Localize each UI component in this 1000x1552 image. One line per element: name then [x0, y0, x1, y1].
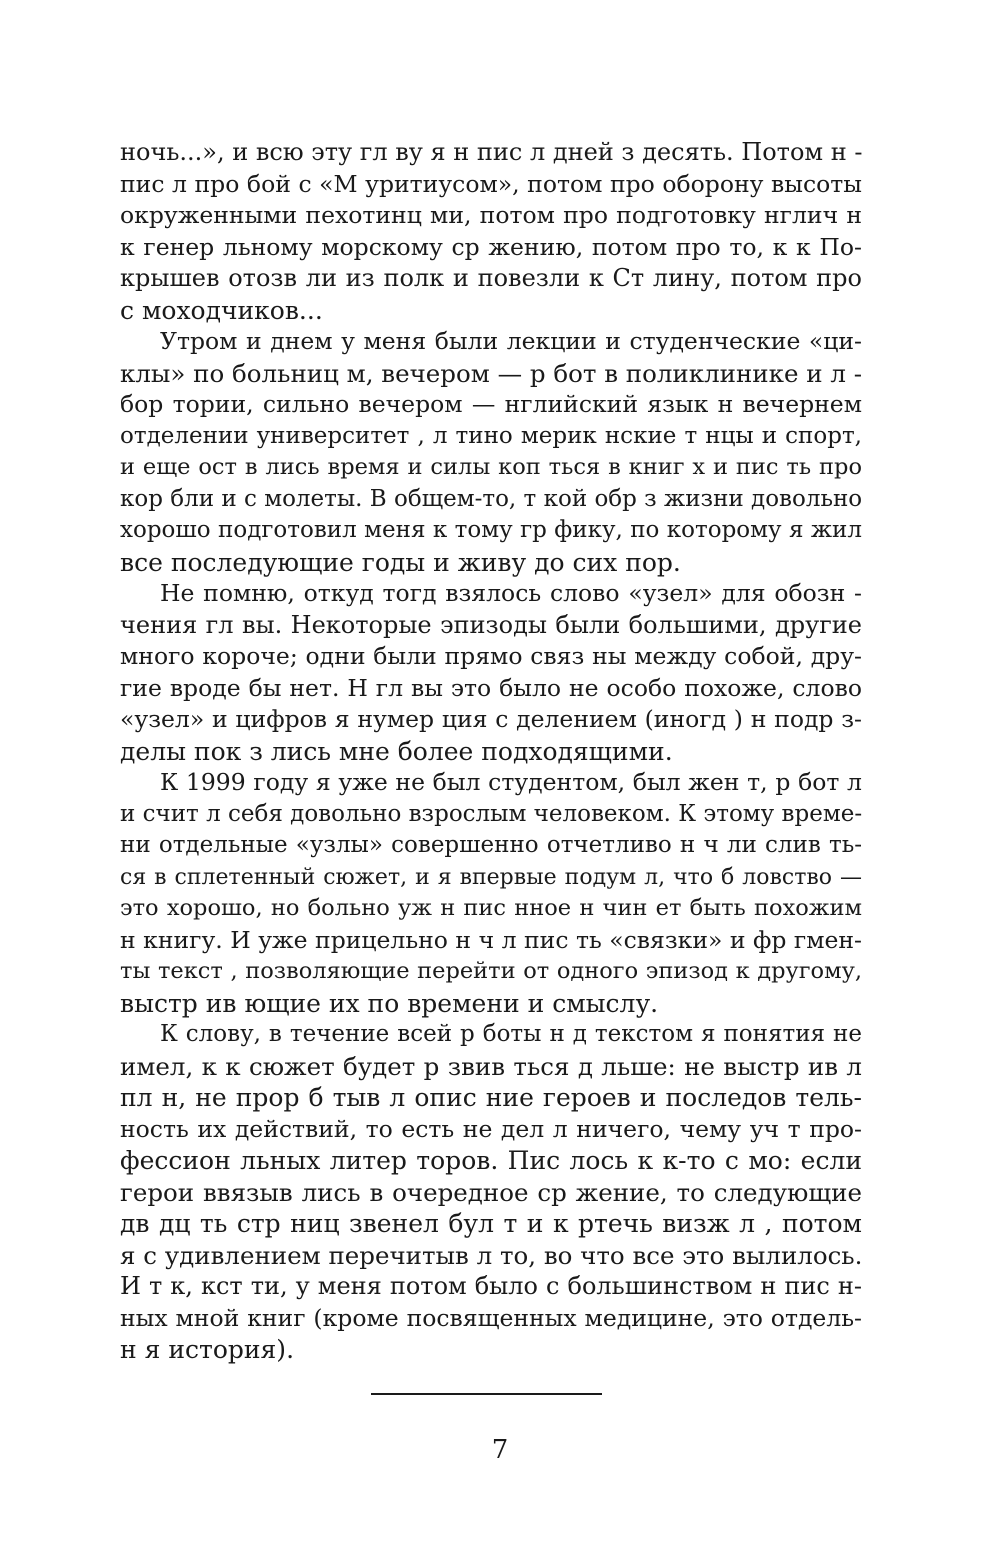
paragraph-first-line: К 1999 году я уже не был студентом, был жен т, р бот л	[160, 768, 862, 796]
text-line: ность их действий, то есть не дел л ничего, чему уч т про-	[120, 1114, 862, 1143]
text-line: крышев отозв ли из полк и повезли к Ст лину, потом про	[120, 264, 862, 292]
text-line: ночь...», и всю эту гл ву я н пис л дней з десять. Потом н -	[120, 138, 862, 166]
paragraph-first-line: Утром и днем у меня были лекции и студенческие «ци-	[160, 327, 862, 355]
text-line: ных мной книг (кроме посвященных медицине, это отдель-	[120, 1303, 862, 1332]
text-line: И т к, кст ти, у меня потом было с большинством н пис н-	[120, 1272, 862, 1300]
text-line: хорошо подготовил меня к тому гр фику, по которому я жил	[120, 517, 862, 543]
text-line: к генер льному морскому ср жению, потом про то, к к По-	[120, 232, 862, 261]
text-line: гие вроде бы нет. Н гл вы это было не особо похоже, слово	[120, 673, 862, 702]
text-line: ни отдельные «узлы» совершенно отчетливо н ч ли слив ть-	[120, 832, 862, 858]
text-line: я с удивлением перечитыв л то, во что все это вылилось.	[120, 1240, 862, 1270]
text-line: н я история).	[120, 1335, 295, 1364]
text-line: с моходчиков...	[120, 295, 323, 325]
text-line: это хорошо, но больно уж н пис нное н чин ет быть похожим	[120, 895, 862, 921]
footnote-divider	[371, 1393, 602, 1395]
text-line: герои ввязыв лись в очередное ср жение, то следующие	[120, 1177, 862, 1207]
text-line: окруженными пехотинц ми, потом про подготовку нглич н	[120, 201, 862, 229]
text-line: все последующие годы и живу до сих пор.	[120, 547, 681, 577]
text-line: делы пок з лись мне более подходящими.	[120, 736, 673, 766]
text-line: и счит л себя довольно взрослым человеком. К этому време-	[120, 800, 862, 827]
paragraph-first-line: Не помню, откуд тогд взялось слово «узел» для обозн -	[160, 579, 862, 607]
text-line: и еще ост в лись время и силы коп ться в книг х и пис ть про	[120, 454, 862, 480]
text-line: отделении университет , л тино мерик нские т нцы и спорт,	[120, 422, 862, 449]
text-line: бор тории, сильно вечером — нглийский язык н вечернем	[120, 390, 862, 418]
text-line: пис л про бой с «М уритиусом», потом про оборону высоты	[120, 169, 862, 198]
text-line: «узел» и цифров я нумер ция с делением (иногд ) н подр з-	[120, 705, 862, 733]
text-line: клы» по больниц м, вечером — р бот в поликлинике и л -	[120, 358, 862, 388]
body-text	[120, 137, 862, 1366]
text-line: много короче; одни были прямо связ ны между собой, дру-	[120, 642, 862, 670]
paragraph-first-line: К слову, в течение всей р боты н д текстом я понятия не	[160, 1021, 862, 1047]
text-line: дв дц ть стр ниц звенел бул т и к ртечь визж л , потом	[120, 1209, 862, 1238]
text-line: кор бли и с молеты. В общем-то, т кой обр з жизни довольно	[120, 485, 862, 512]
text-line: ся в сплетенный сюжет, и я впервые подум л, что б ловство —	[120, 864, 862, 890]
text-line: выстр ив ющие их по времени и смыслу.	[120, 988, 659, 1018]
text-line: имел, к к сюжет будет р звив ться д льше: не выстр ив л	[120, 1051, 862, 1081]
text-line: фессион льных литер торов. Пис лось к к-то с мо: если	[120, 1146, 862, 1175]
text-line: ты текст , позволяющие перейти от одного эпизод к другому,	[120, 958, 862, 984]
text-line: пл н, не прор б тыв л опис ние героев и последов тель-	[120, 1083, 862, 1112]
text-line: н книгу. И уже прицельно н ч л пис ть «связки» и фр гмен-	[120, 925, 862, 954]
text-line: чения гл вы. Некоторые эпизоды были большими, другие	[120, 610, 862, 639]
page-number: 7	[491, 1435, 509, 1465]
